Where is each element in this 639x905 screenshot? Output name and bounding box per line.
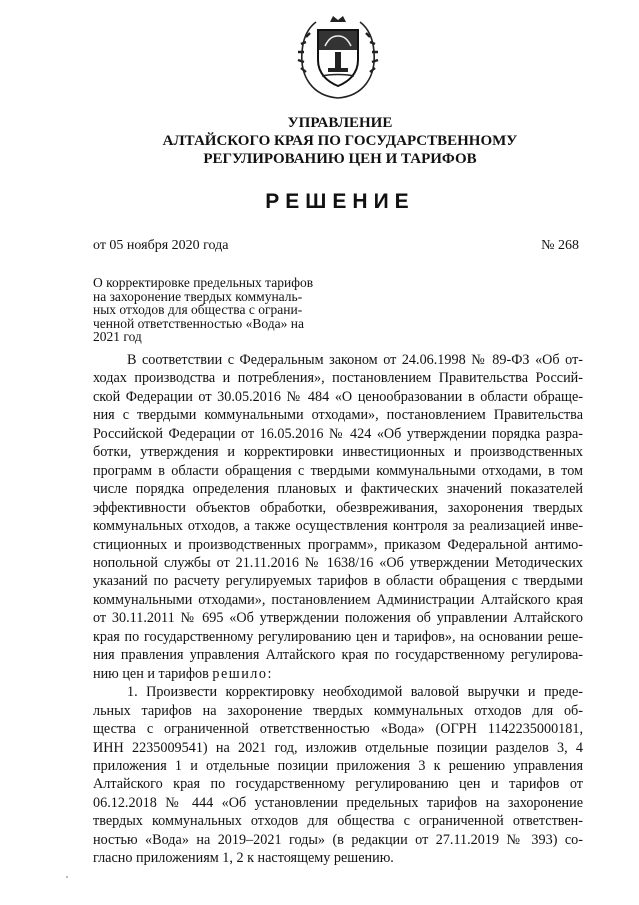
body-line: Российской Федерации от 16.05.2016 № 424 «Об утверждении порядка разра- bbox=[93, 425, 583, 442]
body-line: коммунальных отходов, а также осуществления контроля за реализацией инве- bbox=[93, 518, 583, 535]
body-line: края по государственному регулированию цен и тарифов», на основании реше- bbox=[93, 628, 583, 645]
agency-line: АЛТАЙСКОГО КРАЯ ПО ГОСУДАРСТВЕННОМУ bbox=[162, 133, 518, 149]
subject-line: ных отходов для общества с ограни- bbox=[93, 302, 303, 317]
body-line: программ в области обращения с твердыми коммунальными отходами, в том bbox=[93, 462, 583, 479]
body-line: ской Федерации от 30.05.2016 № 484 «О ценообразовании в области обраще- bbox=[93, 388, 583, 405]
agency-line: УПРАВЛЕНИЕ bbox=[287, 115, 393, 131]
body-line: приложения 1 и отдельные позиции приложения 3 к решению управления bbox=[93, 757, 583, 774]
document-number: № 268 bbox=[541, 238, 579, 253]
body-line: нопольной службы от 21.11.2016 № 1638/16 «Об утверждении Методических bbox=[93, 554, 583, 571]
body-line: ИНН 2235009541) на 2021 год, изложив отдельные позиции разделов 3, 4 bbox=[93, 739, 583, 756]
crown-icon bbox=[330, 16, 346, 22]
document-type-title: РЕШЕНИЕ bbox=[265, 190, 415, 213]
body-line: ностью «Вода» на 2019–2021 годы» (в редакции от 27.11.2019 № 393) со- bbox=[93, 831, 583, 848]
agency-name bbox=[120, 114, 560, 168]
coat-of-arms-emblem bbox=[292, 12, 384, 104]
body-line: стиционных и производственных программ», приказом Федеральной антимо- bbox=[93, 536, 583, 553]
body-line: 1. Произвести корректировку необходимой валовой выручки и преде- bbox=[127, 684, 583, 701]
body-line: твердых коммунальных отходов для общества с ограниченной ответствен- bbox=[93, 813, 583, 830]
body-line: ходах производства и потребления», постановлением Правительства Россий- bbox=[93, 370, 583, 387]
resolved-word: решило: bbox=[212, 665, 273, 682]
shield-icon bbox=[318, 30, 358, 86]
body-line: Алтайского края по государственному регулированию цен и тарифов от bbox=[93, 776, 583, 793]
body-line: коммунальными отходами», постановлением Администрации Алтайского края bbox=[93, 591, 583, 608]
body-line: щества с ограниченной ответственностью «Вода» (ОГРН 1142235000181, bbox=[93, 721, 583, 738]
subject-line: О корректировке предельных тарифов bbox=[93, 275, 314, 290]
body-line: гласно приложениям 1, 2 к настоящему решению. bbox=[93, 850, 394, 867]
body-line: эффективности объектов обработки, обезвреживания, захоронения твердых bbox=[93, 499, 583, 516]
body-line: ния с твердыми коммунальными отходами», постановлением Правительства bbox=[93, 407, 583, 424]
body-line: от 30.11.2011 № 695 «Об утверждении положения об управлении Алтайского bbox=[93, 610, 583, 627]
body-line: нию цен и тарифов bbox=[93, 665, 209, 682]
body-line-resolution bbox=[93, 665, 583, 683]
agency-line: РЕГУЛИРОВАНИЮ ЦЕН И ТАРИФОВ bbox=[203, 151, 477, 167]
body-line: В соответствии с Федеральным законом от 24.06.1998 № 89-ФЗ «Об от- bbox=[127, 352, 583, 368]
document-subject bbox=[93, 276, 333, 344]
body-line: 06.12.2018 № 444 «Об установлении предельных тарифов на захоронение bbox=[93, 794, 583, 811]
body-line: ботки, утверждения и корректировки инвестиционных и производственных bbox=[93, 444, 583, 461]
document-body bbox=[93, 351, 583, 868]
subject-line: 2021 год bbox=[93, 329, 142, 344]
scan-speck bbox=[66, 876, 68, 878]
body-line: льных тарифов на захоронение твердых коммунальных отходов для об- bbox=[93, 702, 583, 719]
subject-line: ченной ответственностью «Вода» на bbox=[93, 315, 304, 331]
subject-line: на захоронение твердых коммуналь- bbox=[93, 288, 303, 304]
document-date: от 05 ноября 2020 года bbox=[93, 238, 229, 253]
body-line: ния правления управления Алтайского края по государственному регулирова- bbox=[93, 647, 583, 664]
body-line: числе порядка определения плановых и фактических значений показателей bbox=[93, 481, 583, 498]
body-line: указаний по расчету регулируемых тарифов в области обращения с твердыми bbox=[93, 573, 583, 590]
